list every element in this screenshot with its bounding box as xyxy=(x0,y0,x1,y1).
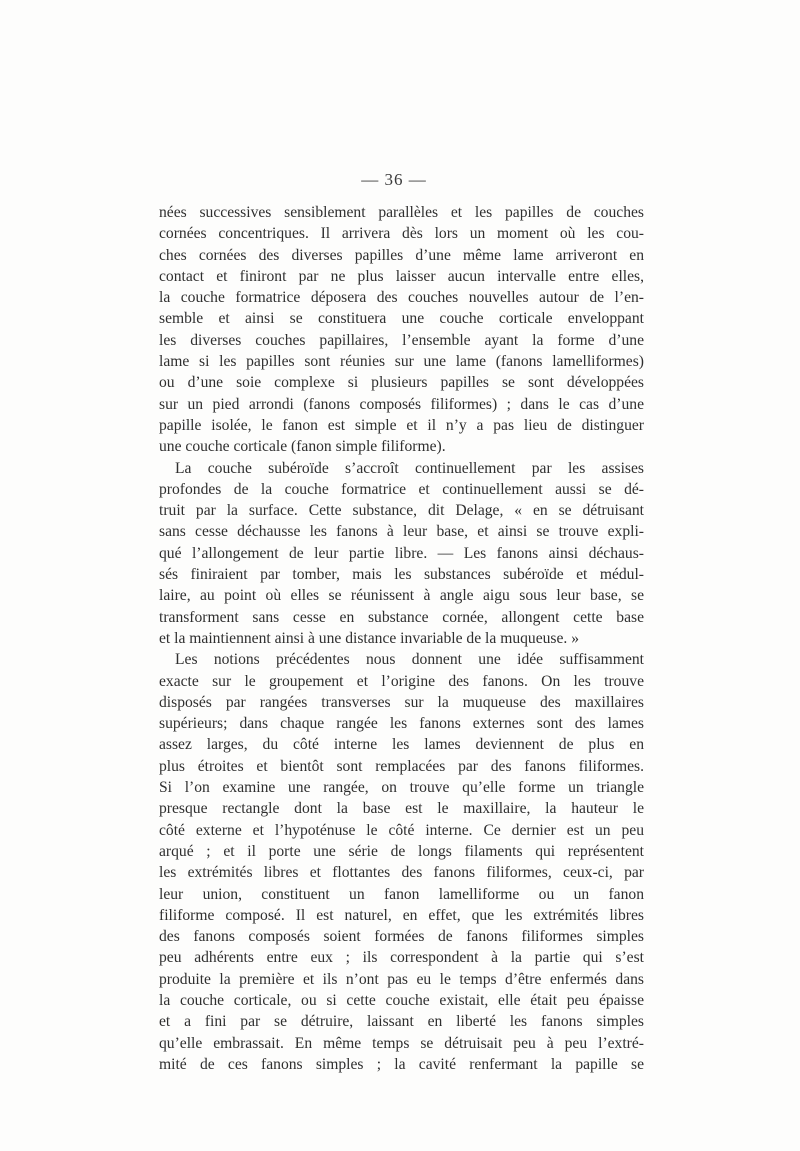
text-line: Si l’on examine une rangée, on trouve qu’elle forme un triangle xyxy=(159,779,644,797)
text-line: profondes de la couche formatrice et continuellement aussi se dé- xyxy=(159,480,644,498)
text-line: des fanons composés soient formées de fanons filiformes simples xyxy=(159,928,644,946)
text-line: filiforme composé. Il est naturel, en effet, que les extrémités libres xyxy=(159,906,644,924)
text-line: lame si les papilles sont réunies sur une lame (fanons lamelliformes) xyxy=(159,353,644,371)
text-line: plus étroites et bientôt sont remplacées par des fanons filiformes. xyxy=(159,757,644,775)
body-text xyxy=(159,202,644,1075)
text-line: leur union, constituent un fanon lamelliforme ou un fanon xyxy=(159,885,644,903)
text-line: presque rectangle dont la base est le maxillaire, la hauteur le xyxy=(159,800,644,818)
text-line: truit par la surface. Cette substance, dit Delage, « en se détruisant xyxy=(159,502,644,520)
text-line: qué l’allongement de leur partie libre. — Les fanons ainsi déchaus- xyxy=(159,544,644,562)
text-line: côté externe et l’hypoténuse le côté interne. Ce dernier est un peu xyxy=(159,821,644,839)
text-line: semble et ainsi se constituera une couche corticale enveloppant xyxy=(159,310,644,328)
text-line: La couche subéroïde s’accroît continuellement par les assises xyxy=(175,459,644,477)
text-line: sur un pied arrondi (fanons composés filiformes) ; dans le cas d’une xyxy=(159,395,644,413)
text-line: mité de ces fanons simples ; la cavité renfermant la papille se xyxy=(159,1055,644,1073)
text-line: sés finiraient par tomber, mais les substances subéroïde et médul- xyxy=(159,566,644,584)
text-line: qu’elle embrassait. En même temps se détruisait peu à peu l’extré- xyxy=(159,1034,644,1052)
text-line: transforment sans cesse en substance cornée, allongent cette base xyxy=(159,608,644,626)
text-line: assez larges, du côté interne les lames deviennent de plus en xyxy=(159,736,644,754)
text-line: produite la première et ils n’ont pas eu le temps d’être enfermés dans xyxy=(159,970,644,988)
text-line: une couche corticale (fanon simple filiforme). xyxy=(159,438,446,456)
text-line: ou d’une soie complexe si plusieurs papilles se sont développées xyxy=(159,374,644,392)
text-line: la couche formatrice déposera des couches nouvelles autour de l’en- xyxy=(159,289,644,307)
text-line: et la maintiennent ainsi à une distance invariable de la muqueuse. » xyxy=(159,629,580,647)
text-line: sans cesse déchausse les fanons à leur base, et ainsi se trouve expli- xyxy=(159,523,644,541)
text-line: disposés par rangées transverses sur la muqueuse des maxillaires xyxy=(159,693,644,711)
text-line: et a fini par se détruire, laissant en liberté les fanons simples xyxy=(159,1013,644,1031)
text-line: laire, au point où elles se réunissent à angle aigu sous leur base, se xyxy=(159,587,644,605)
text-line: ches cornées des diverses papilles d’une même lame arriveront en xyxy=(159,246,644,264)
text-line: exacte sur le groupement et l’origine des fanons. On les trouve xyxy=(159,672,644,690)
text-line: peu adhérents entre eux ; ils correspondent à la partie qui s’est xyxy=(159,949,644,967)
text-line: les diverses couches papillaires, l’ensemble ayant la forme d’une xyxy=(159,331,644,349)
text-line: Les notions précédentes nous donnent une idée suffisamment xyxy=(175,651,644,669)
text-line: les extrémités libres et flottantes des fanons filiformes, ceux-ci, par xyxy=(159,864,644,882)
text-line: la couche corticale, ou si cette couche existait, elle était peu épaisse xyxy=(159,991,644,1009)
text-line: arqué ; et il porte une série de longs filaments qui représentent xyxy=(159,842,644,860)
text-line: nées successives sensiblement parallèles et les papilles de couches xyxy=(159,204,644,221)
page-number: — 36 — xyxy=(361,170,427,189)
text-line: contact et finiront par ne plus laisser aucun intervalle entre elles, xyxy=(159,267,644,285)
text-line: supérieurs; dans chaque rangée les fanons externes sont des lames xyxy=(159,715,644,733)
text-line: papille isolée, le fanon est simple et il n’y a pas lieu de distinguer xyxy=(159,416,644,434)
text-line: cornées concentriques. Il arrivera dès lors un moment où les cou- xyxy=(159,225,644,243)
